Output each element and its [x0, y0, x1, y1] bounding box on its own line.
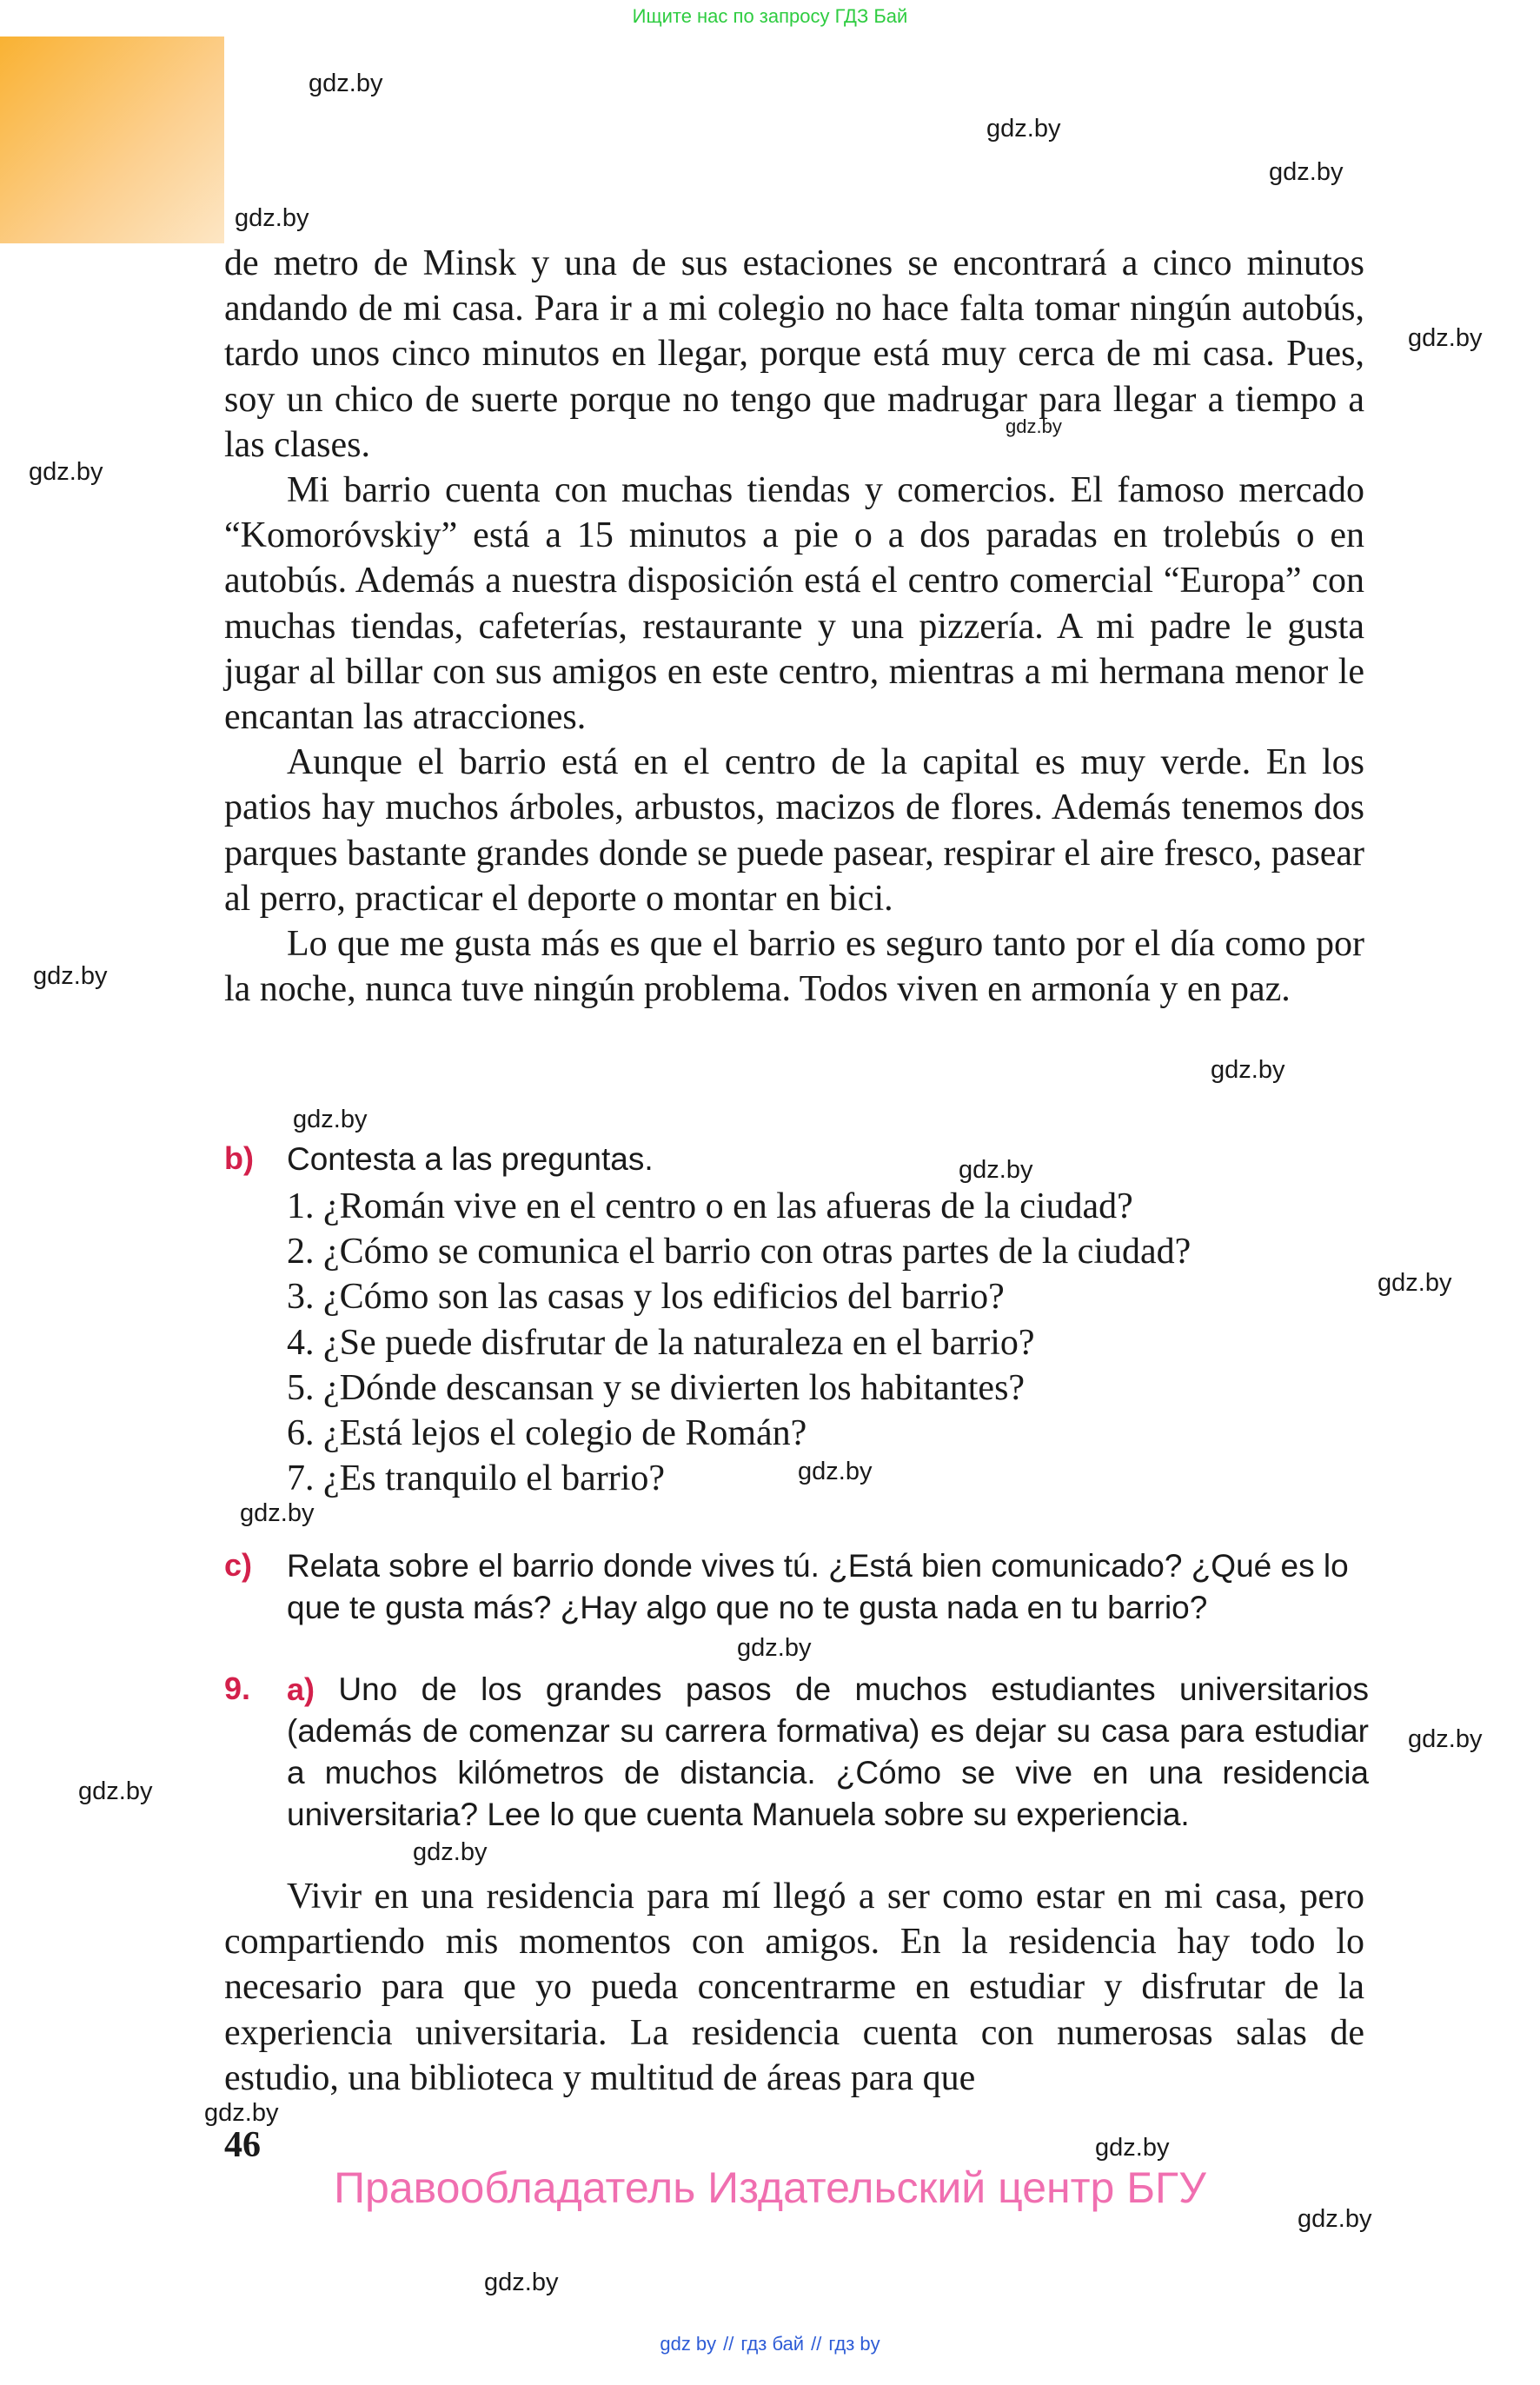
link-gdz-bai[interactable]: гдз бай: [740, 2333, 805, 2355]
link-gdz-by[interactable]: gdz by: [660, 2333, 717, 2355]
watermark: gdz.by: [1211, 1056, 1285, 1084]
question-item: 1. ¿Román vive en el centro o en las afueras de la ciudad?: [287, 1186, 1133, 1226]
watermark: gdz.by: [959, 1156, 1033, 1184]
rights-holder: Правообладатель Издательский центр БГУ: [334, 2163, 1206, 2212]
question-item: 3. ¿Cómo son las casas y los edificios del barrio?: [287, 1277, 1005, 1318]
separator: //: [811, 2333, 822, 2355]
watermark: gdz.by: [986, 115, 1061, 143]
reading-text-residencia: [224, 1874, 1364, 2101]
watermark: gdz.by: [240, 1499, 315, 1527]
top-banner[interactable]: Ищите нас по запросу ГДЗ Бай: [632, 5, 908, 27]
watermark: gdz.by: [413, 1838, 488, 1866]
watermark: gdz.by: [29, 458, 103, 486]
task-9a-body: Uno de los grandes pasos de muchos estudiantes universitarios (además de comenzar su carrera formativa) es dejar su casa para estudiar a muchos kilómetros de distancia. ¿Cómo se vive en una residencia universitaria? Lee lo que cuenta Manuela sobre su experiencia.: [287, 1671, 1370, 1832]
corner-decoration: [0, 37, 224, 243]
question-item: 7. ¿Es tranquilo el barrio?: [287, 1458, 666, 1499]
watermark: gdz.by: [1408, 324, 1483, 352]
paragraph-residencia: Vivir en una residencia para mí llegó a ser como estar en mi casa, pero compartiendo mis momentos con amigos. En la residencia hay todo lo necesario para que yo pueda concentrarme en estudiar y disfrutar de la experiencia universitaria. La residencia cuenta con numerosas salas de estudio, una biblioteca y multitud de áreas para que: [224, 1877, 1364, 2098]
question-item: 4. ¿Se puede disfrutar de la naturaleza en el barrio?: [287, 1322, 1035, 1363]
reading-text: [224, 241, 1364, 1012]
task-c-text: Relata sobre el barrio donde vives tú. ¿Está bien comunicado? ¿Qué es lo que te gusta más? ¿Hay algo que no te gusta nada en tu barrio?: [287, 1548, 1349, 1625]
watermark: gdz.by: [1006, 415, 1062, 437]
watermark: gdz.by: [798, 1458, 873, 1485]
watermark: gdz.by: [293, 1106, 368, 1133]
watermark: gdz.by: [1095, 2134, 1170, 2162]
watermark: gdz.by: [33, 962, 108, 990]
task-b-label: b): [224, 1140, 254, 1176]
task-9-text: [287, 1669, 1369, 1836]
question-list: [287, 1184, 1417, 1501]
task-c-label: c): [224, 1547, 253, 1583]
watermark: gdz.by: [309, 70, 383, 97]
link-gdz-by-2[interactable]: гдз by: [828, 2333, 880, 2355]
watermark: gdz.by: [235, 204, 309, 232]
paragraph-metro: de metro de Minsk y una de sus estaciones se encontrará a cinco minutos andando de mi casa. Para ir a mi colegio no hace falta tomar ningún autobús, tardo unos cinco minutos en llegar, porque está muy cerca de mi casa. Pues, soy un chico de suerte porque no tengo que madrugar para llegar a tiempo a las clases.: [224, 243, 1364, 465]
page-number: 46: [224, 2125, 261, 2165]
watermark: gdz.by: [1408, 1725, 1483, 1753]
watermark: gdz.by: [737, 1634, 812, 1662]
question-item: 6. ¿Está lejos el colegio de Román?: [287, 1413, 807, 1454]
question-item: 5. ¿Dónde descansan y se divierten los habitantes?: [287, 1367, 1026, 1408]
separator: //: [723, 2333, 734, 2355]
task-9a-label: a): [287, 1671, 315, 1707]
watermark: gdz.by: [204, 2099, 279, 2127]
watermark: gdz.by: [1377, 1269, 1452, 1297]
task-9-number: 9.: [224, 1671, 251, 1706]
paragraph-tiendas: Mi barrio cuenta con muchas tiendas y comercios. El famoso mercado “Komoróvskiy” está a 15 minutos a pie o a dos paradas en trolebús o en autobús. Además a nuestra disposición está el centro comercial “Europa” con muchas tiendas, cafeterías, restaurante y una pizzería. A mi padre le gusta jugar al billar con sus amigos en este centro, mientras a mi hermana menor le encantan las atracciones.: [224, 470, 1364, 738]
watermark: gdz.by: [78, 1777, 153, 1805]
watermark: gdz.by: [484, 2269, 559, 2296]
paragraph-seguro: Lo que me gusta más es que el barrio es seguro tanto por el día como por la noche, nunca tuve ningún problema. Todos viven en armonía y en paz.: [224, 924, 1364, 1010]
watermark: gdz.by: [1269, 158, 1344, 186]
task-b-instruction: Contesta a las preguntas.: [287, 1141, 654, 1177]
paragraph-verde: Aunque el barrio está en el centro de la capital es muy verde. En los patios hay muchos árboles, arbustos, macizos de flores. Además tenemos dos parques bastante grandes donde se puede pasear, respirar el aire fresco, pasear al perro, practicar el deporte o montar en bici.: [224, 742, 1364, 919]
bottom-links: [0, 2333, 1540, 2355]
question-item: 2. ¿Cómo se comunica el barrio con otras partes de la ciudad?: [287, 1232, 1192, 1272]
watermark: gdz.by: [1298, 2205, 1372, 2233]
